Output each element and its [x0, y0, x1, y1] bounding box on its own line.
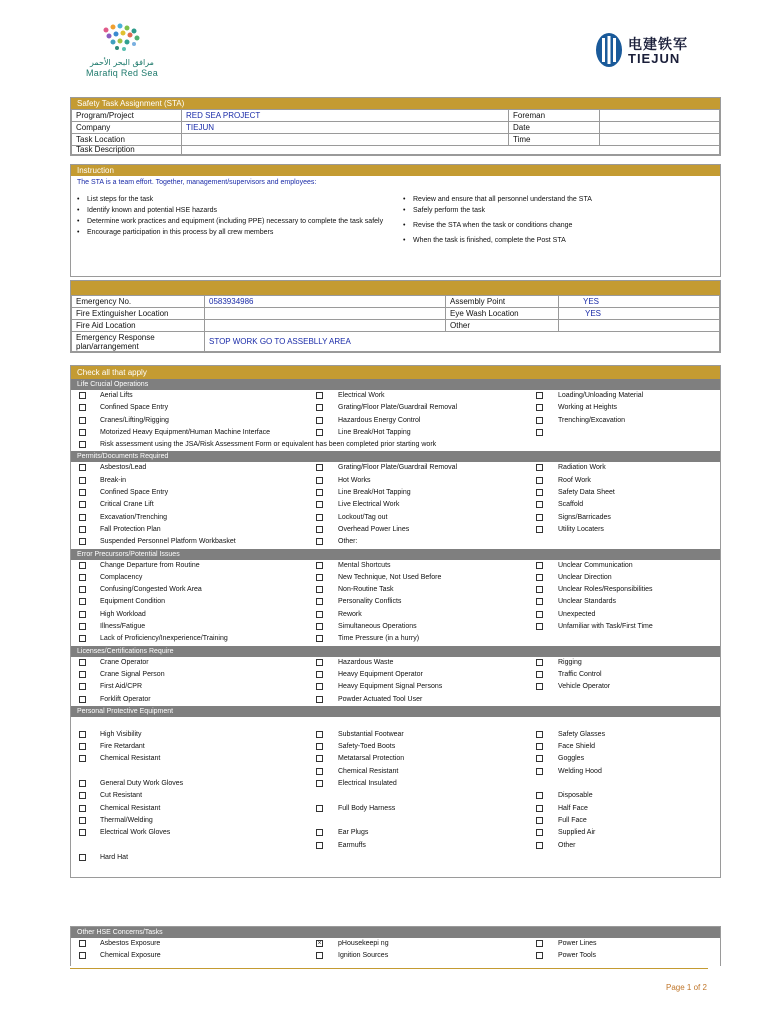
checklist-row [71, 475, 720, 487]
checkbox-label: Heavy Equipment Operator [338, 670, 423, 678]
checkbox[interactable] [79, 514, 86, 521]
checkbox[interactable] [536, 755, 543, 762]
checkbox-label: Confined Space Entry [100, 404, 169, 412]
checkbox-label: Electrical Insulated [338, 780, 397, 788]
checkbox[interactable] [536, 611, 543, 618]
checkbox[interactable] [536, 792, 543, 799]
checkbox-label: Chemical Resistant [100, 755, 161, 763]
checkbox[interactable] [316, 429, 323, 436]
checkbox[interactable] [79, 586, 86, 593]
instruction-item: • Encourage participation in this process by all crew members [77, 229, 393, 237]
checklist-section [70, 365, 721, 878]
checklist-row [71, 499, 720, 511]
checkbox-label: Vehicle Operator [558, 683, 611, 691]
checkbox-label: Electrical Work Gloves [100, 829, 171, 837]
page-number: Page 1 of 2 [666, 983, 707, 992]
eye-wash-label: Eye Wash Location [446, 308, 559, 320]
eye-wash-value[interactable]: YES [559, 308, 720, 320]
checkbox[interactable] [79, 538, 86, 545]
checkbox-label: Aerial Lifts [100, 392, 133, 399]
tiejun-logo [594, 30, 704, 70]
checkbox[interactable] [316, 755, 323, 762]
checkbox[interactable] [79, 489, 86, 496]
checkbox-label: Live Electrical Work [338, 501, 400, 509]
checkbox[interactable] [536, 464, 543, 471]
checklist-row [71, 840, 720, 852]
checkbox-label: Excavation/Trenching [100, 513, 168, 521]
foreman-label: Foreman [509, 110, 600, 122]
checkbox[interactable] [536, 731, 543, 738]
checklist-row [71, 669, 720, 681]
company-value[interactable]: TIEJUN [182, 122, 509, 134]
checklist-category-header: Permits/Documents Required [71, 451, 720, 462]
checkbox[interactable] [536, 514, 543, 521]
task-description-value[interactable] [182, 146, 720, 155]
checkbox-label: Suspended Personnel Platform Workbasket [100, 538, 236, 546]
checklist-row [71, 572, 720, 584]
checkbox-label: Grating/Floor Plate/Guardrail Removal [338, 464, 458, 472]
checkbox-label: Unclear Direction [558, 573, 612, 581]
checkbox[interactable] [536, 574, 543, 581]
checklist-row [71, 439, 720, 451]
instruction-section [70, 164, 721, 277]
checkbox-label: Unclear Communication [558, 561, 633, 569]
sta-table [71, 109, 720, 155]
checkbox-label: Working at Heights [558, 404, 618, 412]
checkbox[interactable] [536, 842, 543, 849]
marafiq-arabic-name: مرافق البحر الأحمر [90, 58, 154, 67]
checkbox-label: Confusing/Congested Work Area [100, 586, 202, 594]
assembly-point-label: Assembly Point [446, 296, 559, 308]
checkbox-label: Earmuffs [338, 841, 366, 849]
instruction-item: • Revise the STA when the task or conditions change [403, 222, 703, 230]
checkbox-label: Chemical Resistant [338, 767, 399, 775]
checkbox[interactable] [79, 635, 86, 642]
checkbox-label: Cranes/Lifting/Rigging [100, 416, 169, 424]
checkbox[interactable] [316, 805, 323, 812]
first-aid-value[interactable] [205, 320, 446, 332]
instruction-item: • Identify known and potential HSE hazards [77, 207, 393, 215]
checkbox[interactable] [316, 392, 323, 399]
time-label: Time [509, 134, 600, 146]
checklist-body [71, 379, 720, 864]
checkbox-label: Safety Data Sheet [558, 489, 615, 497]
risk-assessment-label: Risk assessment using the JSA/Risk Assessment Form or equivalent has been completed prior starting work [100, 441, 437, 449]
checkbox-label: High Visibility [100, 730, 142, 738]
checkbox-label: Thermal/Welding [100, 816, 153, 824]
checkbox-label: Goggles [558, 755, 585, 763]
sta-section [70, 97, 721, 156]
checklist-row [71, 657, 720, 669]
checkbox-label: Ear Plugs [338, 829, 369, 837]
checkbox-label: Hazardous Waste [338, 658, 394, 666]
checklist-row [71, 950, 720, 962]
checkbox[interactable] [79, 659, 86, 666]
checkbox-label: Grating/Floor Plate/Guardrail Removal [338, 404, 458, 412]
checkbox[interactable] [536, 952, 543, 959]
emergency-section [70, 280, 721, 353]
checkbox-label: Powder Actuated Tool User [338, 695, 423, 703]
checklist-row [71, 427, 720, 439]
checkbox[interactable] [316, 671, 323, 678]
instruction-item: • Determine work practices and equipment (including PPE) necessary to complete the task safely [77, 218, 393, 226]
checkbox-label: Unexpected [558, 610, 596, 618]
checkbox-label: Hard Hat [100, 853, 129, 861]
checkbox[interactable] [316, 780, 323, 787]
checkbox-label: Equipment Condition [100, 598, 165, 606]
checklist-row [71, 524, 720, 536]
response-plan-value[interactable]: STOP WORK GO TO ASSEBLLY AREA [205, 332, 720, 352]
marafiq-logo [86, 22, 196, 80]
checkbox-label: Hazardous Energy Control [338, 416, 421, 424]
date-value[interactable] [600, 122, 720, 134]
emergency-header-bar [71, 281, 720, 295]
checkbox[interactable] [536, 586, 543, 593]
checklist-category-header: Licenses/Certifications Require [71, 646, 720, 657]
checkbox-label: Complacency [100, 573, 143, 581]
checkbox-label: First Aid/CPR [100, 683, 143, 691]
checklist-row [71, 584, 720, 596]
checklist-row [71, 938, 720, 950]
response-plan-label [72, 332, 205, 352]
checkbox-label: Confined Space Entry [100, 489, 169, 497]
checkbox[interactable] [316, 501, 323, 508]
checkbox[interactable] [79, 404, 86, 411]
sta-title: Safety Task Assignment (STA) [71, 98, 720, 109]
checkbox-label: High Workload [100, 610, 146, 618]
checkbox[interactable] [316, 842, 323, 849]
checklist-category-header: Personal Protective Equipment [71, 706, 720, 717]
tiejun-chinese-name: 电建铁军 [628, 37, 688, 53]
checklist-row [71, 790, 720, 802]
checkbox[interactable] [316, 611, 323, 618]
checkbox-label: Time Pressure (in a hurry) [338, 635, 420, 643]
checkbox-label: Safety-Toed Boots [338, 743, 396, 751]
checkbox-label: Full Body Harness [338, 804, 396, 812]
emergency-no-value[interactable]: 0583934986 [205, 296, 446, 308]
checklist-row [71, 596, 720, 608]
checklist-row [71, 462, 720, 474]
checkbox[interactable] [79, 952, 86, 959]
checkbox-label: Simultaneous Operations [338, 623, 417, 631]
checkbox[interactable] [536, 829, 543, 836]
instruction-item: • When the task is finished, complete the Post STA [403, 237, 703, 245]
checklist-row [71, 633, 720, 645]
checkbox[interactable] [79, 817, 86, 824]
checkbox[interactable] [316, 952, 323, 959]
ppe-spacer [71, 717, 720, 729]
marafiq-logo-dots-icon [86, 22, 156, 58]
instruction-left-list [77, 196, 393, 240]
other-hse-body [71, 927, 720, 963]
checklist-title: Check all that apply [71, 366, 720, 379]
checklist-row [71, 487, 720, 499]
checkbox[interactable] [536, 671, 543, 678]
checkbox-label: Asbestos/Lead [100, 464, 147, 472]
checkbox-label: Lack of Proficiency/Inexperience/Training [100, 635, 228, 643]
fire-extinguisher-label: Fire Extinguisher Location [72, 308, 205, 320]
checkbox[interactable] [79, 854, 86, 861]
fire-extinguisher-value[interactable] [205, 308, 446, 320]
checkbox[interactable] [79, 598, 86, 605]
instruction-item: • Review and ensure that all personnel understand the STA [403, 196, 703, 204]
checkbox-label: Heavy Equipment Signal Persons [338, 683, 443, 691]
checklist-row [71, 512, 720, 524]
checkbox[interactable] [536, 429, 543, 436]
checkbox-label: Forklift Operator [100, 695, 151, 703]
checkbox[interactable] [316, 623, 323, 630]
checkbox-label: Unfamiliar with Task/First Time [558, 623, 653, 631]
checkbox-label: Crane Operator [100, 658, 149, 666]
checkbox[interactable] [536, 526, 543, 533]
checkbox-label: Crane Signal Person [100, 670, 165, 678]
emergency-no-label: Emergency No. [72, 296, 205, 308]
checkbox[interactable]: × [317, 940, 322, 947]
checkbox[interactable] [536, 404, 543, 411]
checkbox[interactable] [316, 743, 323, 750]
checkbox-label: Full Face [558, 816, 587, 824]
checkbox-label: Electrical Work [338, 392, 385, 399]
marafiq-name: Marafiq Red Sea [86, 68, 159, 78]
checkbox[interactable] [316, 489, 323, 496]
checkbox[interactable] [316, 696, 323, 703]
checkbox-label: Hot Works [338, 476, 371, 484]
checkbox[interactable] [79, 477, 86, 484]
checkbox-label: Personality Conflicts [338, 598, 402, 606]
checkbox[interactable] [79, 780, 86, 787]
checkbox[interactable] [316, 417, 323, 424]
checklist-row [71, 560, 720, 572]
emergency-table [71, 295, 720, 352]
checkbox[interactable] [316, 635, 323, 642]
checkbox[interactable] [536, 392, 543, 399]
footer-divider [70, 968, 708, 969]
checkbox[interactable] [79, 526, 86, 533]
checkbox[interactable] [79, 501, 86, 508]
checkbox-label: Chemical Exposure [100, 952, 161, 960]
checkbox-label: Mental Shortcuts [338, 561, 391, 569]
checkbox-label: Welding Hood [558, 767, 602, 775]
instruction-title: Instruction [71, 165, 720, 176]
checkbox-label: Power Tools [558, 952, 597, 960]
response-plan-label-line: plan/arrangement [76, 342, 139, 351]
checklist-row [71, 803, 720, 815]
checkbox[interactable] [536, 659, 543, 666]
checkbox-label: Safety Glasses [558, 730, 606, 738]
checkbox-label: Other [558, 841, 576, 849]
checklist-category-header: Life Crucial Operations [71, 379, 720, 390]
checklist-row [71, 753, 720, 765]
checkbox[interactable] [79, 574, 86, 581]
checkbox-label: Other: [338, 538, 358, 546]
checkbox[interactable] [79, 392, 86, 399]
checkbox-label: Change Departure from Routine [100, 561, 200, 569]
checkbox[interactable] [536, 805, 543, 812]
assembly-point-value[interactable]: YES [559, 296, 720, 308]
checkbox-label: Scaffold [558, 501, 584, 509]
checkbox-label: Trenching/Excavation [558, 416, 626, 424]
checkbox[interactable] [536, 489, 543, 496]
checkbox[interactable] [316, 586, 323, 593]
checkbox[interactable] [316, 404, 323, 411]
checkbox-label: Half Face [558, 804, 588, 812]
checkbox[interactable] [79, 417, 86, 424]
checkbox-label: Cut Resistant [100, 792, 143, 800]
checkbox-label: Loading/Unloading Material [558, 392, 644, 399]
checklist-row [71, 815, 720, 827]
other-label: Other [446, 320, 559, 332]
checkbox[interactable] [536, 417, 543, 424]
checkbox-label: Substantial Footwear [338, 730, 404, 738]
checkbox-label: General Duty Work Gloves [100, 780, 184, 788]
checkbox-label: Line Break/Hot Tapping [338, 489, 411, 497]
company-label: Company [72, 122, 182, 134]
checkbox-label: Lockout/Tag out [338, 513, 388, 521]
checkbox-label: Motorized Heavy Equipment/Human Machine Interface [100, 428, 271, 436]
checkbox[interactable] [79, 441, 86, 448]
checklist-row [71, 609, 720, 621]
program-value[interactable]: RED SEA PROJECT [182, 110, 509, 122]
first-aid-label: Fire Aid Location [72, 320, 205, 332]
task-description-label: Task Description [72, 146, 182, 155]
checkbox[interactable] [316, 538, 323, 545]
checkbox-label: Supplied Air [558, 829, 596, 837]
task-location-label: Task Location [72, 134, 182, 146]
checkbox[interactable] [536, 501, 543, 508]
checkbox-label: Fall Protection Plan [100, 525, 161, 533]
checkbox[interactable] [536, 817, 543, 824]
instruction-item: • Safely perform the task [403, 207, 703, 215]
checkbox-label: Line Break/Hot Tapping [338, 428, 411, 436]
checkbox[interactable] [316, 829, 323, 836]
checkbox-label: Rework [338, 610, 362, 618]
checkbox[interactable] [79, 792, 86, 799]
checkbox-label: Utility Locaters [558, 525, 604, 533]
checkbox-label: Face Shield [558, 743, 595, 751]
checkbox[interactable] [316, 464, 323, 471]
checklist-row [71, 694, 720, 706]
checkbox[interactable] [79, 611, 86, 618]
checkbox[interactable] [536, 940, 543, 947]
response-plan-label-line: Emergency Response [76, 333, 155, 342]
checkbox-label: Non-Routine Task [338, 586, 394, 594]
checkbox[interactable] [536, 623, 543, 630]
checkbox-label: Unclear Roles/Responsibilities [558, 586, 653, 594]
checkbox[interactable] [536, 743, 543, 750]
checkbox[interactable] [79, 743, 86, 750]
checkbox[interactable] [79, 805, 86, 812]
checkbox[interactable] [316, 731, 323, 738]
checkbox[interactable] [79, 696, 86, 703]
checkbox-label: Metatarsal Protection [338, 755, 405, 763]
checkbox[interactable] [536, 768, 543, 775]
time-value[interactable] [600, 134, 720, 146]
checklist-row [71, 390, 720, 402]
checklist-row [71, 415, 720, 427]
checkbox-label: Signs/Barricades [558, 513, 611, 521]
checkbox-label: Critical Crane Lift [100, 501, 154, 509]
checkbox[interactable] [316, 562, 323, 569]
checkbox-label: Overhead Power Lines [338, 525, 410, 533]
checklist-row [71, 621, 720, 633]
checkbox-label: Asbestos Exposure [100, 940, 161, 947]
instruction-right-list [403, 196, 703, 248]
checkbox[interactable] [79, 683, 86, 690]
checkbox[interactable] [316, 683, 323, 690]
task-location-value[interactable] [182, 134, 509, 146]
checkbox-label: New Technique, Not Used Before [338, 573, 442, 581]
checklist-row [71, 402, 720, 414]
checkbox[interactable] [316, 477, 323, 484]
checkbox[interactable] [79, 562, 86, 569]
checkbox-label: Fire Retardant [100, 743, 145, 751]
instruction-intro: The STA is a team effort. Together, management/supervisors and employees: [77, 179, 317, 186]
checkbox[interactable] [536, 683, 543, 690]
checkbox[interactable] [316, 768, 323, 775]
checkbox[interactable] [316, 574, 323, 581]
checklist-category-header: Error Precursors/Potential Issues [71, 549, 720, 560]
checkbox[interactable] [79, 731, 86, 738]
checklist-row [71, 536, 720, 548]
checkbox[interactable] [79, 940, 86, 947]
checkbox[interactable] [79, 671, 86, 678]
checklist-row [71, 729, 720, 741]
checkbox-label: Ignition Sources [338, 952, 389, 960]
checkbox-label: Unclear Standards [558, 598, 616, 606]
checkbox[interactable] [79, 464, 86, 471]
checkbox-label: Power Lines [558, 940, 597, 947]
tiejun-emblem-icon [594, 30, 624, 70]
checkbox-label: Roof Work [558, 476, 591, 484]
tiejun-name: TIEJUN [628, 51, 681, 66]
checkbox-label: Break-in [100, 476, 127, 484]
checkbox[interactable] [536, 477, 543, 484]
program-label: Program/Project [72, 110, 182, 122]
other-hse-section [70, 926, 721, 966]
checkbox[interactable] [79, 829, 86, 836]
checklist-row [71, 766, 720, 778]
foreman-value[interactable] [600, 110, 720, 122]
checkbox[interactable] [536, 598, 543, 605]
checkbox-label: pHousekeepi ng [338, 940, 389, 947]
checkbox-label: Rigging [558, 658, 582, 666]
checkbox[interactable] [79, 755, 86, 762]
checkbox-label: Radiation Work [558, 464, 606, 472]
checklist-row [71, 852, 720, 864]
checklist-row [71, 681, 720, 693]
checkbox[interactable] [536, 562, 543, 569]
date-label: Date [509, 122, 600, 134]
checklist-category-header: Other HSE Concerns/Tasks [71, 927, 720, 938]
checkbox[interactable] [79, 623, 86, 630]
checkbox-label: Chemical Resistant [100, 804, 161, 812]
checklist-row [71, 827, 720, 839]
checkbox[interactable] [79, 429, 86, 436]
checklist-row [71, 778, 720, 790]
checkbox[interactable] [316, 526, 323, 533]
checkbox[interactable] [316, 598, 323, 605]
checkbox[interactable] [316, 659, 323, 666]
checkbox-label: Traffic Control [558, 670, 602, 678]
other-value[interactable] [559, 320, 720, 332]
checkbox-label: Illness/Fatigue [100, 623, 146, 631]
checklist-row [71, 741, 720, 753]
checkbox-label: Disposable [558, 792, 593, 800]
instruction-item: • List steps for the task [77, 196, 393, 204]
checkbox[interactable] [316, 514, 323, 521]
